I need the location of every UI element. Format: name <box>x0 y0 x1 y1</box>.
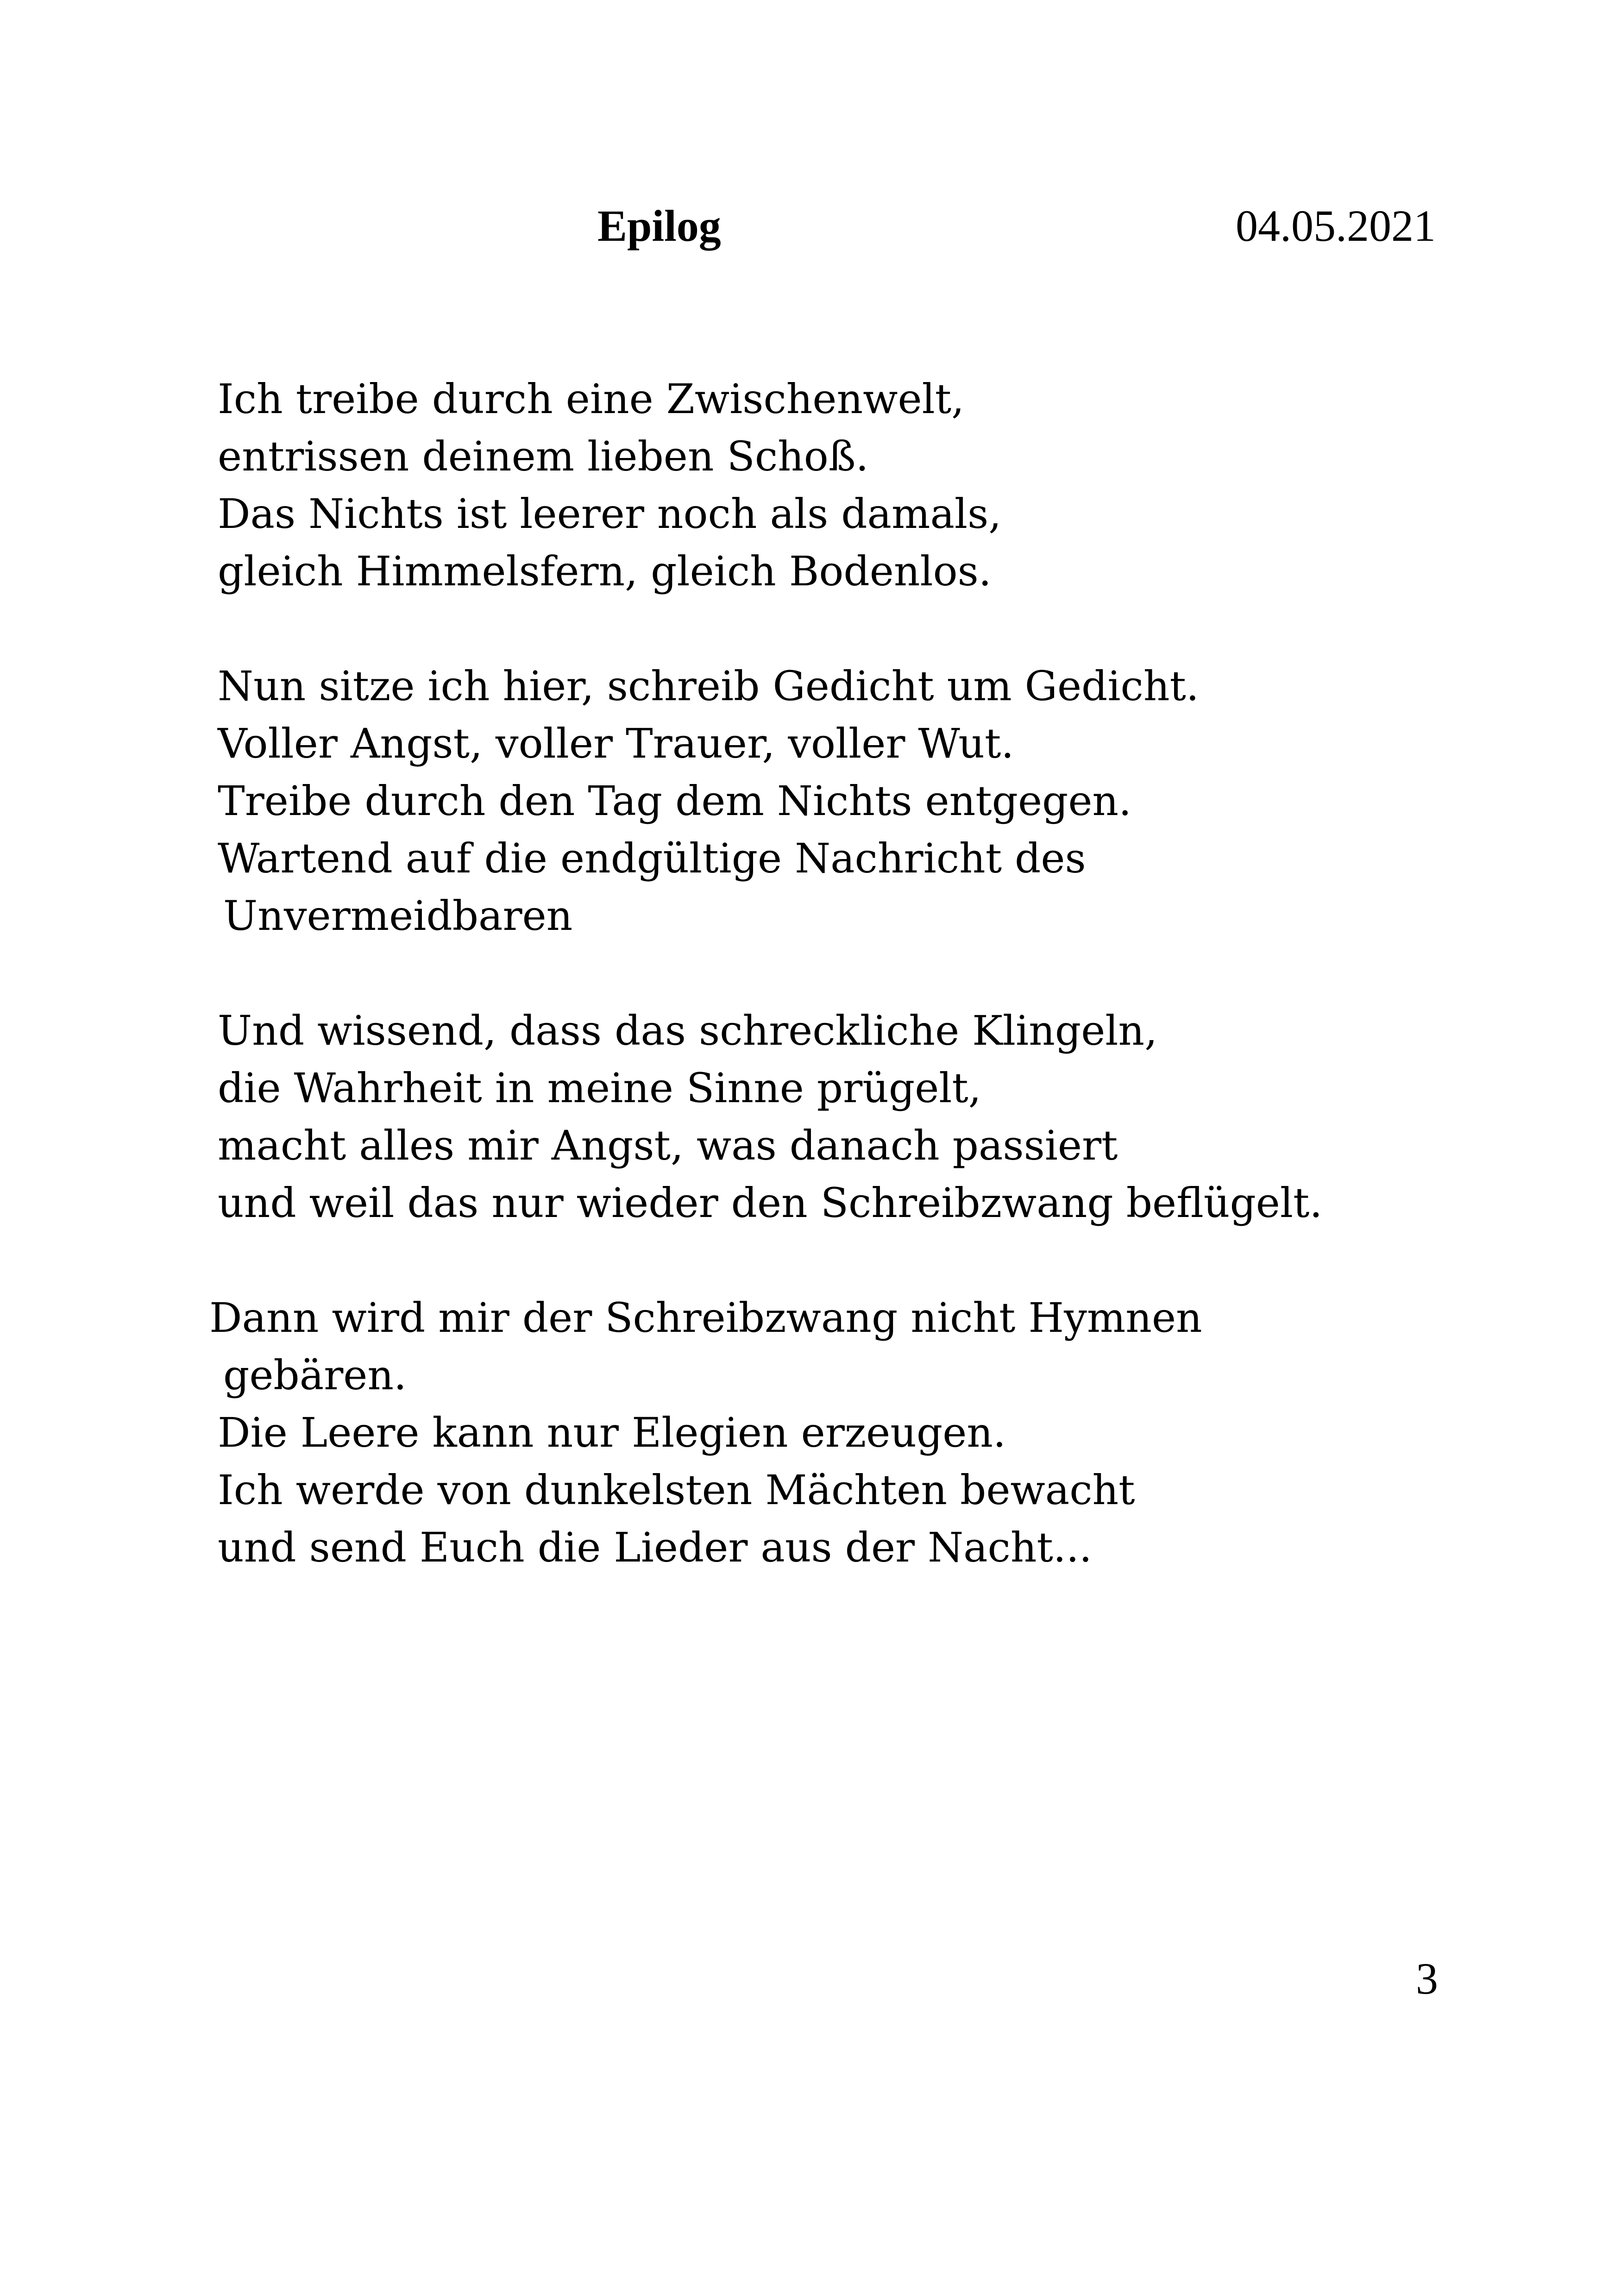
poem-title: Epilog <box>597 201 721 251</box>
poem-line: Wartend auf die endgültige Nachricht des <box>218 834 1086 882</box>
stanza-1 <box>218 370 1468 600</box>
poem-line: Die Leere kann nur Elegien erzeugen. <box>218 1409 1006 1456</box>
poem-line: Dann wird mir der Schreibzwang nicht Hymnen <box>209 1294 1202 1342</box>
poem-line: Und wissend, dass das schreckliche Klingeln, <box>218 1007 1158 1054</box>
poem-body <box>209 370 1468 1634</box>
poem-line: gebären. <box>223 1351 407 1399</box>
poem-line: Nun sitze ich hier, schreib Gedicht um Gedicht. <box>218 662 1199 710</box>
poem-date: 04.05.2021 <box>1236 201 1436 251</box>
poem-line: macht alles mir Angst, was danach passiert <box>218 1122 1118 1169</box>
poem-line: Das Nichts ist leerer noch als damals, <box>218 490 1002 538</box>
poem-line: und weil das nur wieder den Schreibzwang beflügelt. <box>218 1179 1323 1227</box>
poem-line: Ich treibe durch eine Zwischenwelt, <box>218 375 965 423</box>
poem-line: Voller Angst, voller Trauer, voller Wut. <box>218 720 1014 767</box>
poem-line: Ich werde von dunkelsten Mächten bewacht <box>218 1466 1135 1514</box>
page-number: 3 <box>1416 1954 1438 2003</box>
poem-line: Treibe durch den Tag dem Nichts entgegen. <box>218 777 1132 825</box>
poem-line: entrissen deinem lieben Schoß. <box>218 433 869 480</box>
poem-line: gleich Himmelsfern, gleich Bodenlos. <box>218 547 992 595</box>
stanza-4 <box>209 1289 1468 1576</box>
poem-line: und send Euch die Lieder aus der Nacht... <box>218 1524 1092 1571</box>
stanza-2 <box>218 658 1468 945</box>
poem-line: die Wahrheit in meine Sinne prügelt, <box>218 1064 981 1112</box>
poem-line: Unvermeidbaren <box>223 892 573 940</box>
stanza-3 <box>218 1002 1468 1232</box>
